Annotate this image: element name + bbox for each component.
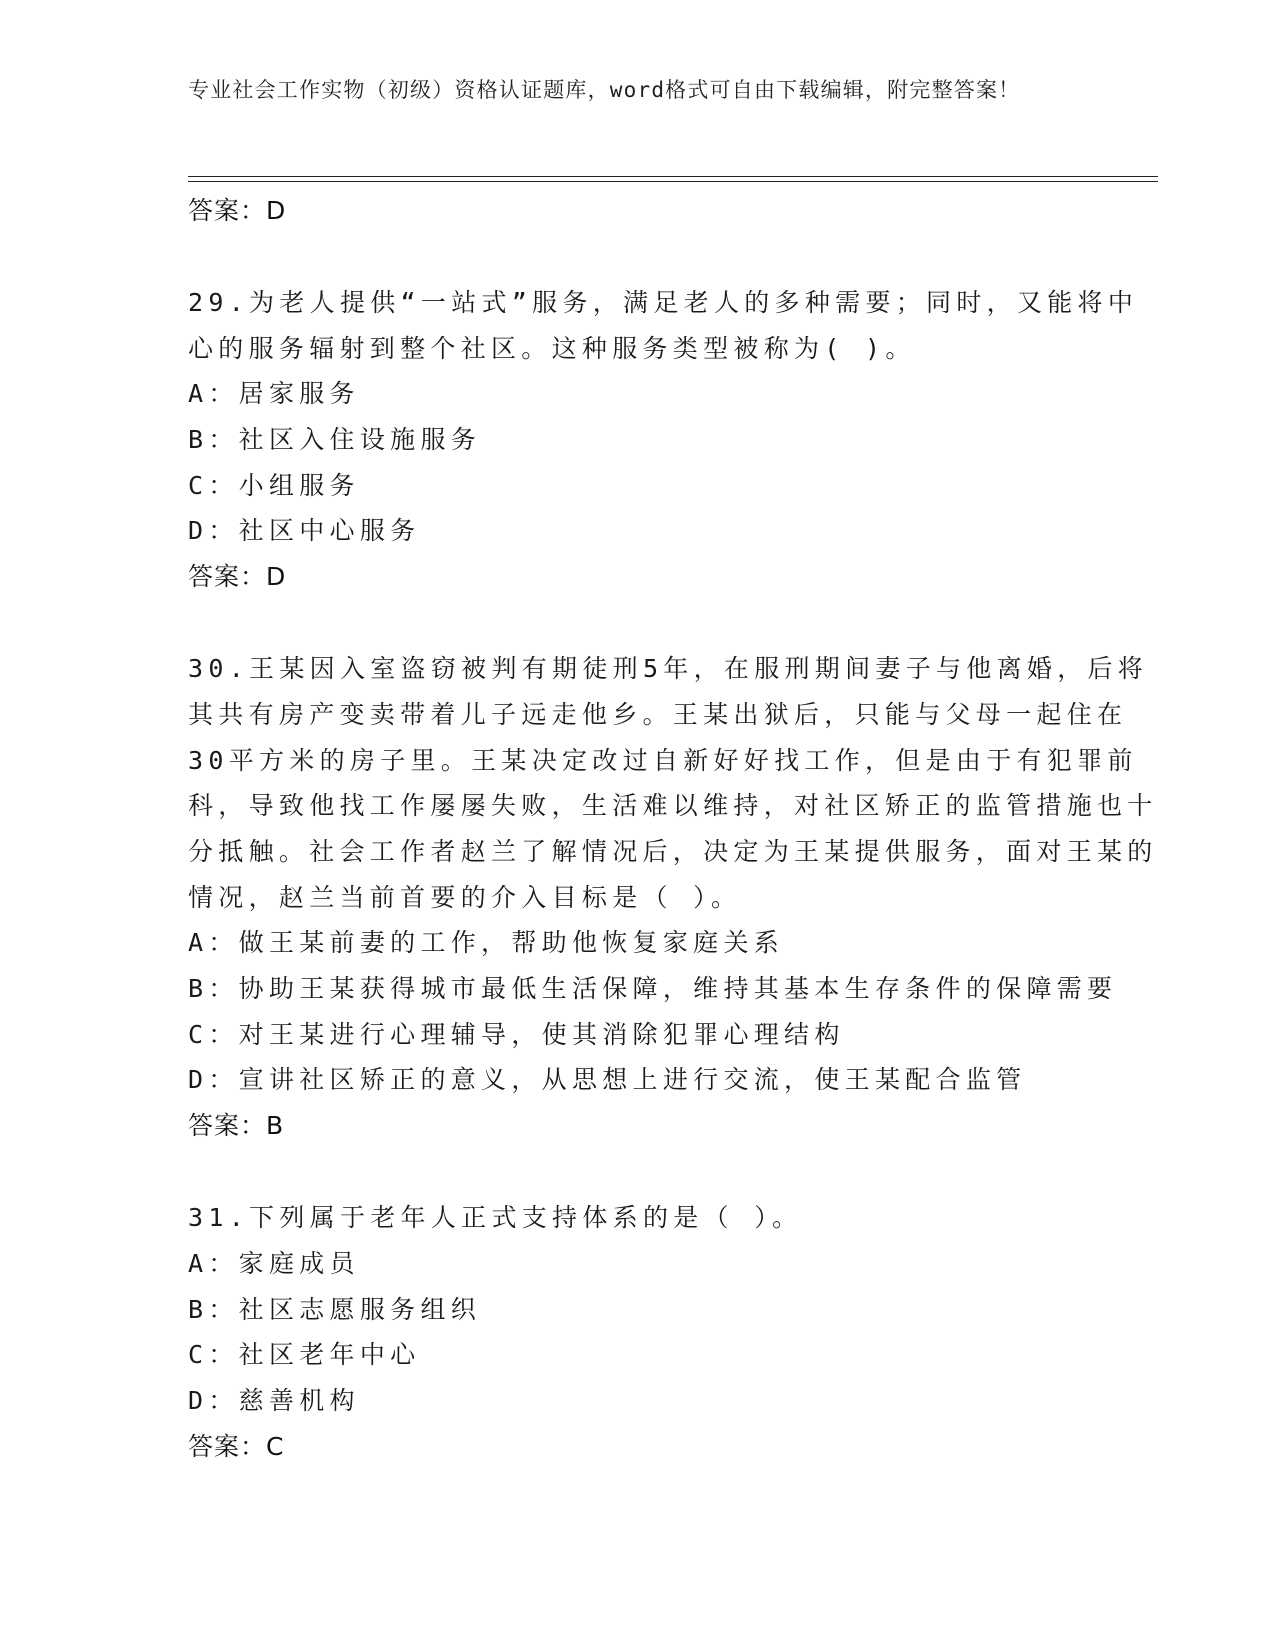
option-b: B：社区入住设施服务 [188,425,482,455]
question-30 [188,646,1158,1149]
question-answer: 答案：B [188,1111,285,1141]
previous-answer: 答案：D [188,196,287,225]
question-answer: 答案：C [188,1431,285,1461]
option-c: C：社区老年中心 [188,1340,421,1370]
header-divider [188,176,1158,182]
option-a: A：家庭成员 [188,1248,360,1278]
option-b: B：协助王某获得城市最低生活保障，维持其基本生存条件的保障需要 [188,974,1118,1004]
option-a: A：居家服务 [188,379,360,409]
option-d: D：宣讲社区矫正的意义，从思想上进行交流，使王某配合监管 [188,1065,1027,1095]
option-c: C：对王某进行心理辅导，使其消除犯罪心理结构 [188,1019,845,1049]
option-c: C：小组服务 [188,470,360,500]
option-b: B：社区志愿服务组织 [188,1294,482,1324]
option-d: D：社区中心服务 [188,516,421,546]
question-stem: 31.下列属于老年人正式支持体系的是（ ）。 [188,1203,803,1233]
question-stem: 30.王某因入室盗窃被判有期徒刑5年，在服刑期间妻子与他离婚，后将其共有房产变卖带着儿子远走他乡。王某出狱后，只能与父母一起住在30平方米的房子里。王某决定改过自新好好找工作，但是由于有犯罪前科，导致他找工作屡屡失败，生活难以维持，对社区矫正的监管措施也十分抵触。社会工作者赵兰了解情况后，决定为王某提供服务，面对王某的情况，赵兰当前首要的介入目标是（ ）。 [188,654,1158,912]
option-d: D：慈善机构 [188,1385,360,1415]
option-a: A：做王某前妻的工作，帮助他恢复家庭关系 [188,928,785,958]
question-stem: 29.为老人提供“一站式”服务，满足老人的多种需要；同时，又能将中心的服务辐射到整个社区。这种服务类型被称为( )。 [188,288,1139,363]
question-answer: 答案：D [188,562,287,592]
question-31 [188,1195,1158,1469]
question-list [188,188,1158,1470]
question-29 [188,280,1158,600]
page-header: 专业社会工作实物（初级）资格认证题库，word格式可自由下载编辑，附完整答案！ [188,78,1021,102]
